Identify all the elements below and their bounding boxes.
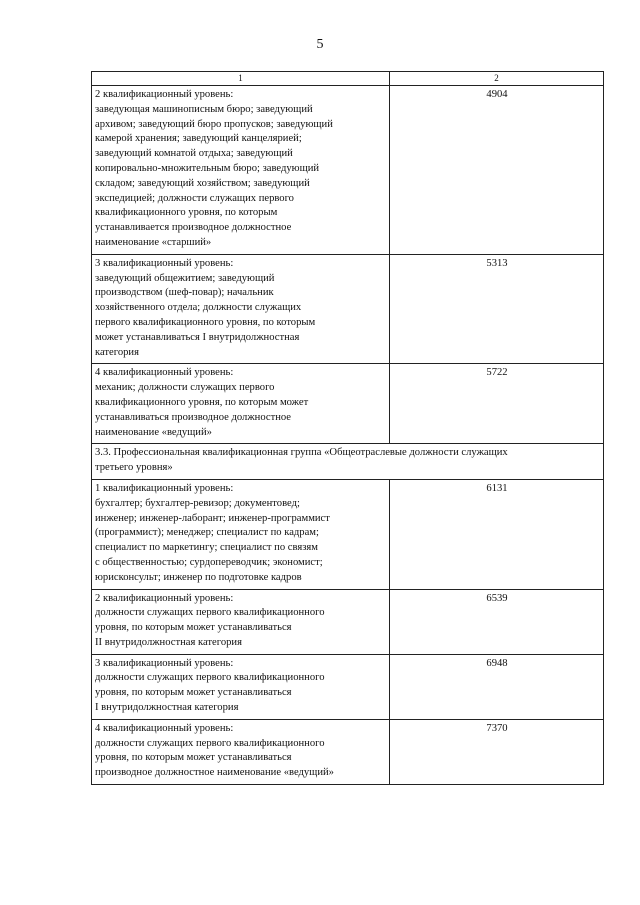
position-description-cell	[92, 719, 390, 784]
salary-value-cell: 4904	[390, 86, 604, 255]
description-line: уровня, по которым может устанавливаться	[95, 622, 292, 634]
salary-value-cell: 6539	[390, 589, 604, 654]
qualification-level-title: 3 квалификационный уровень:	[95, 257, 234, 269]
group-heading-row	[92, 444, 604, 480]
description-line: устанавливается производное должностное	[95, 222, 292, 234]
position-description-cell	[92, 654, 390, 719]
salary-value-cell: 6131	[390, 479, 604, 589]
description-line: камерой хранения; заведующий канцелярией;	[95, 133, 302, 145]
description-line: (программист); менеджер; специалист по кадрам;	[95, 527, 319, 539]
qualification-level-title: 2 квалификационный уровень:	[95, 592, 234, 604]
description-line: должности служащих первого квалификационного	[95, 672, 325, 684]
position-description-cell	[92, 589, 390, 654]
description-line: наименование «старший»	[95, 236, 212, 248]
table-row	[92, 719, 604, 784]
qualification-level-title: 2 квалификационный уровень:	[95, 89, 234, 100]
description-line: архивом; заведующий бюро пропусков; заведующий	[95, 118, 333, 130]
table-header-row	[92, 72, 604, 86]
position-description-cell	[92, 254, 390, 364]
salary-value-cell: 5313	[390, 254, 604, 364]
description-line: 3.3. Профессиональная квалификационная группа «Общеотраслевые должности служащих	[95, 447, 508, 459]
description-line: устанавливаться производное должностное	[95, 411, 292, 423]
description-line: складом; заведующий хозяйством; заведующий	[95, 177, 310, 189]
qualification-level-title: 4 квалификационный уровень:	[95, 367, 234, 379]
description-line: механик; должности служащих первого	[95, 382, 275, 394]
description-line: уровня, по которым может устанавливаться	[95, 687, 292, 699]
description-line: квалификационного уровня, по которым может	[95, 396, 309, 408]
description-line: заведующий общежитием; заведующий	[95, 272, 275, 284]
position-description-cell	[92, 86, 390, 255]
description-line: II внутридолжностная категория	[95, 636, 242, 648]
description-line: первого квалификационного уровня, по которым	[95, 316, 316, 328]
description-line: бухгалтер; бухгалтер-ревизор; документовед;	[95, 497, 300, 509]
description-line: категория	[95, 346, 139, 358]
description-line: наименование «ведущий»	[95, 426, 212, 438]
description-line: уровня, по которым может устанавливаться	[95, 752, 292, 764]
group-heading-cell	[92, 444, 604, 480]
table-row	[92, 364, 604, 444]
salary-value-cell: 6948	[390, 654, 604, 719]
description-line: I внутридолжностная категория	[95, 702, 239, 714]
table-row	[92, 654, 604, 719]
position-description-cell	[92, 479, 390, 589]
description-line: заведующая машинописным бюро; заведующий	[95, 103, 313, 115]
qualification-level-title: 3 квалификационный уровень:	[95, 657, 234, 669]
column-number-2: 2	[390, 72, 604, 86]
description-line: хозяйственного отдела; должности служащих	[95, 302, 302, 314]
position-description-cell	[92, 364, 390, 444]
description-line: производное должностное наименование «ведущий»	[95, 767, 334, 779]
description-line: производством (шеф-повар); начальник	[95, 287, 274, 299]
qualification-level-title: 1 квалификационный уровень:	[95, 482, 234, 494]
description-line: с общественностью; сурдопереводчик; экономист;	[95, 556, 323, 568]
salary-value-cell: 7370	[390, 719, 604, 784]
salary-value-cell: 5722	[390, 364, 604, 444]
description-line: специалист по маркетингу; специалист по связям	[95, 542, 318, 554]
description-line: третьего уровня»	[95, 462, 173, 474]
column-number-1: 1	[92, 72, 390, 86]
description-line: заведующий комнатой отдыха; заведующий	[95, 148, 293, 160]
table-row	[92, 254, 604, 364]
description-line: может устанавливаться I внутридолжностная	[95, 331, 300, 343]
description-line: экспедицией; должности служащих первого	[95, 192, 294, 204]
description-line: должности служащих первого квалификационного	[95, 737, 325, 749]
table-body	[92, 72, 604, 785]
table-row	[92, 86, 604, 255]
table-row	[92, 479, 604, 589]
description-line: должности служащих первого квалификационного	[95, 607, 325, 619]
salary-table	[91, 71, 604, 785]
description-line: инженер; инженер-лаборант; инженер-программист	[95, 512, 330, 524]
description-line: юрисконсульт; инженер по подготовке кадров	[95, 571, 302, 583]
description-line: копировально-множительным бюро; заведующий	[95, 162, 320, 174]
description-line: квалификационного уровня, по которым	[95, 207, 278, 219]
table-row	[92, 589, 604, 654]
page-number: 5	[316, 37, 324, 52]
qualification-level-title: 4 квалификационный уровень:	[95, 722, 234, 734]
